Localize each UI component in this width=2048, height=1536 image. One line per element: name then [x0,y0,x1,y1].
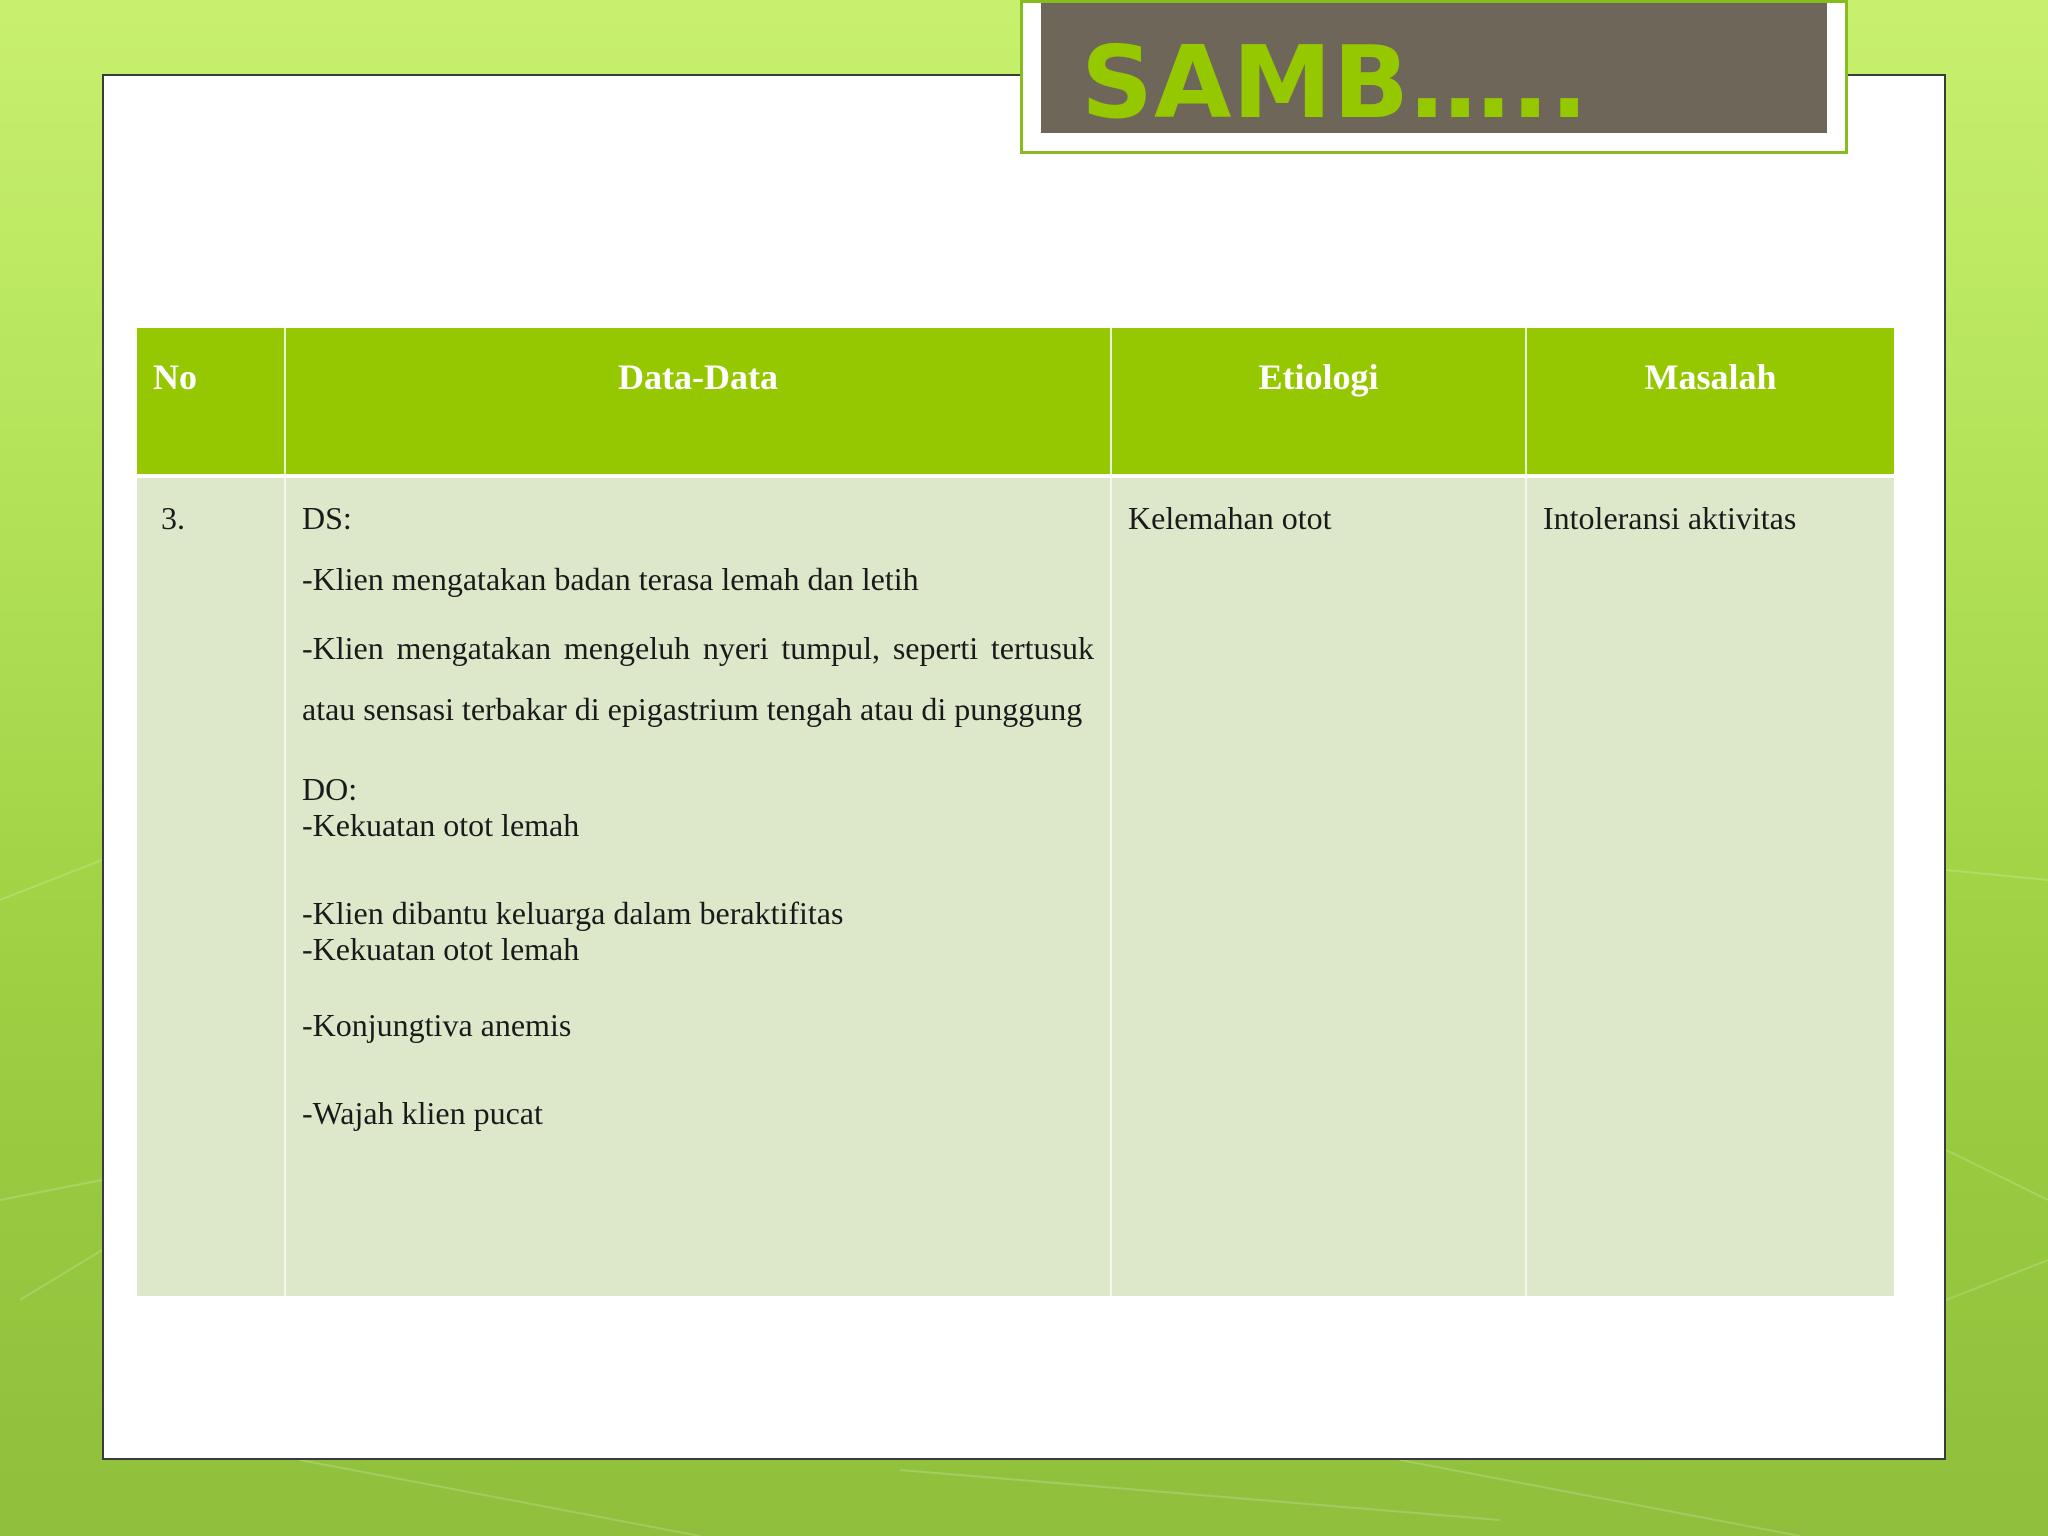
do-item: -Klien dibantu keluarga dalam beraktifitas [302,895,844,931]
table-row [137,476,1894,1296]
header-masalah: Masalah [1526,328,1894,476]
do-item: -Konjungtiva anemis [302,1007,572,1043]
cell-no [137,476,285,1296]
row-number: 3. [161,500,185,536]
ds-item: -Klien mengatakan mengeluh nyeri tumpul, seperti tertusuk atau sensasi terbakar di epigastrium tengah atau di punggung [302,630,1094,727]
header-data: Data-Data [285,328,1111,476]
ds-label: DS: [302,500,352,536]
do-item: -Kekuatan otot lemah [302,931,580,967]
do-label: DO: [302,771,358,807]
slide-title: SAMB….. [1081,24,1590,141]
masalah-text: Intoleransi aktivitas [1543,500,1797,536]
cell-masalah [1526,476,1894,1296]
do-item: -Kekuatan otot lemah [302,807,580,843]
title-background [1041,3,1827,141]
ds-item: -Klien mengatakan badan terasa lemah dan letih [302,561,919,597]
do-item: -Wajah klien pucat [302,1095,543,1131]
header-no: No [137,328,285,476]
header-etiologi: Etiologi [1111,328,1526,476]
title-box [1020,0,1848,154]
diagnosis-table [137,328,1894,1296]
cell-etiologi [1111,476,1526,1296]
table-header-row [137,328,1894,476]
cell-data [285,476,1111,1296]
etiologi-text: Kelemahan otot [1128,500,1332,536]
